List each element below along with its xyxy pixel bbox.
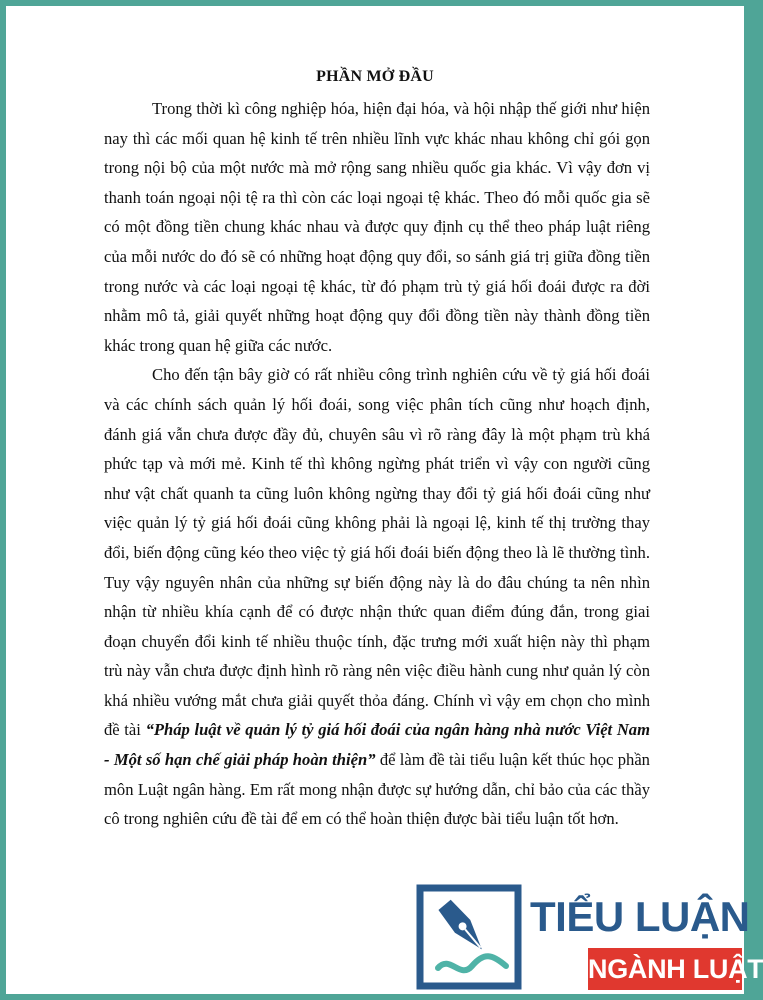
paragraph-2-start: Cho đến tận bây giờ có rất nhiều công trình nghiên cứu về tỷ giá hối đoái và các chính sách quản lý hối đoái, song việc phân tích cũng như hoạch định, đánh giá vẫn chưa được đầy đủ, chuyên sâu vì rõ ràng đây là một phạm trù khá phức tạp và mới mẻ. Kinh tế thì không ngừng phát triển vì vậy con người cũng như vật chất quanh ta cũng luôn không ngừng thay đổi tỷ giá hối đoái cũng như việc quản lý tỷ giá hối đoái cũng không phải là ngoại lệ, kinh tế thị trường thay đổi, biến động cũng kéo theo việc tỷ giá hối đoái biến động theo là lẽ thường tình. Tuy vậy nguyên nhân của những sự biến động này là do đâu chúng ta nên nhìn nhận từ nhiều khía cạnh để có được nhận thức quan điểm đúng đắn, trong giai đoạn chuyển đổi kinh tế nhiều thuộc tính, đặc trưng mới xuất hiện này thì phạm trù này vẫn chưa được định hình rõ ràng nên việc điều hành cung như quản lý còn khá nhiều vướng mắt chưa giải quyết thỏa đáng. Chính vì vậy em chọn cho mình đề tài [104,365,650,740]
logo-text-bottom: NGÀNH LUẬT [588,948,742,990]
document-page [6,6,763,994]
topic-title: “Pháp luật về quản lý tỷ giá hối đoái của ngân hàng nhà nước Việt Nam - Một số hạn chế giải pháp hoàn thiện” [104,720,651,770]
paragraph-2-end: để làm đề tài tiểu luận kết thúc học phần môn Luật ngân hàng. Em rất mong nhận được sự hướng dẫn, chỉ bảo của các thầy cô trong nghiên cứu đề tài để em có thể hoàn thiện được bài tiểu luận tốt hơn. [104,750,650,829]
document-body [104,94,650,834]
document-title: PHẦN MỞ ĐẦU [316,68,434,85]
logo-text-top: TIỂU LUẬN [530,893,750,940]
pen-nib-icon [416,884,522,990]
site-logo [416,884,763,990]
paragraph-1: Trong thời kì công nghiệp hóa, hiện đại hóa, và hội nhập thế giới như hiện nay thì các mối quan hệ kinh tế trên nhiều lĩnh vực khác nhau không chỉ gói gọn trong nội bộ của một nước mà mở rộng sang nhiều quốc gia khác. Vì vậy đơn vị thanh toán ngoại nội tệ ra thì còn các loại ngoại tệ khác. Theo đó mỗi quốc gia sẽ có một đồng tiền chung khác nhau và được quy định cụ thể theo pháp luật riêng của mỗi nước do đó sẽ có những hoạt động quy đổi, so sánh giá trị giữa đồng tiền trong nước và các loại ngoại tệ khác, từ đó phạm trù tỷ giá hối đoái được ra đời nhằm mô tả, giải quyết những hoạt động quy đổi đồng tiền này thành đồng tiền khác trong quan hệ giữa các nước. [104,99,650,355]
paragraph-2 [104,360,650,834]
